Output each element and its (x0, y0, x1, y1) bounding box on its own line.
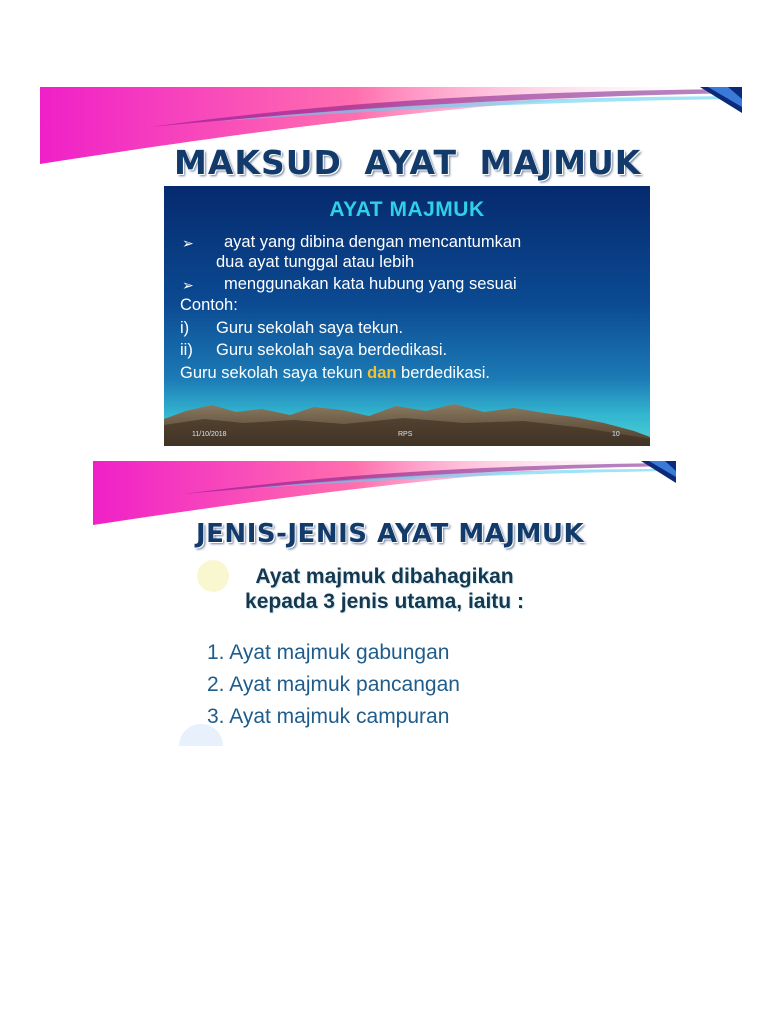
footer-page-number: 10 (612, 431, 620, 438)
example-1-text: Guru sekolah saya tekun. (216, 319, 404, 337)
definition-line-2: dua ayat tunggal atau lebih (216, 253, 415, 271)
pink-swoosh-banner (93, 461, 676, 527)
mountain-range-graphic (164, 401, 650, 446)
definition-line-1: ayat yang dibina dengan mencantumkan (224, 233, 522, 251)
list-item: 1. Ayat majmuk gabungan (207, 641, 450, 664)
slide-maksud-ayat-majmuk (40, 87, 742, 450)
embedded-slide-heading: AYAT MAJMUK (329, 198, 485, 221)
footer-date: 11/10/2018 (192, 431, 227, 438)
conjunction-dan: dan (367, 364, 397, 382)
combined-sentence-start: Guru sekolah saya tekun (180, 364, 368, 382)
intro-line-1: Ayat majmuk dibahagikan (255, 565, 514, 588)
example-2-text: Guru sekolah saya berdedikasi. (216, 341, 448, 359)
example-label: Contoh: (180, 296, 238, 314)
intro-line-2: kepada 3 jenis utama, iaitu : (245, 590, 524, 613)
example-1-number: i) (180, 319, 190, 337)
definition-line-3: menggunakan kata hubung yang sesuai (224, 275, 517, 293)
section-title: JENIS-JENIS AYAT MAJMUK (196, 519, 585, 549)
arrow-bullet-icon: ➢ (182, 235, 194, 251)
page-title: MAKSUD AYAT MAJMUK (174, 143, 642, 182)
list-item: 2. Ayat majmuk pancangan (207, 673, 460, 696)
example-2-number: ii) (180, 341, 193, 359)
list-item: 3. Ayat majmuk campuran (207, 705, 450, 728)
combined-sentence (180, 364, 490, 383)
combined-sentence-end: berdedikasi. (396, 364, 491, 382)
arrow-bullet-icon: ➢ (182, 277, 194, 293)
embedded-slide-ayat-majmuk (164, 186, 650, 446)
slide-jenis-jenis-ayat-majmuk (93, 461, 676, 766)
footer-label: RPS (398, 431, 413, 438)
